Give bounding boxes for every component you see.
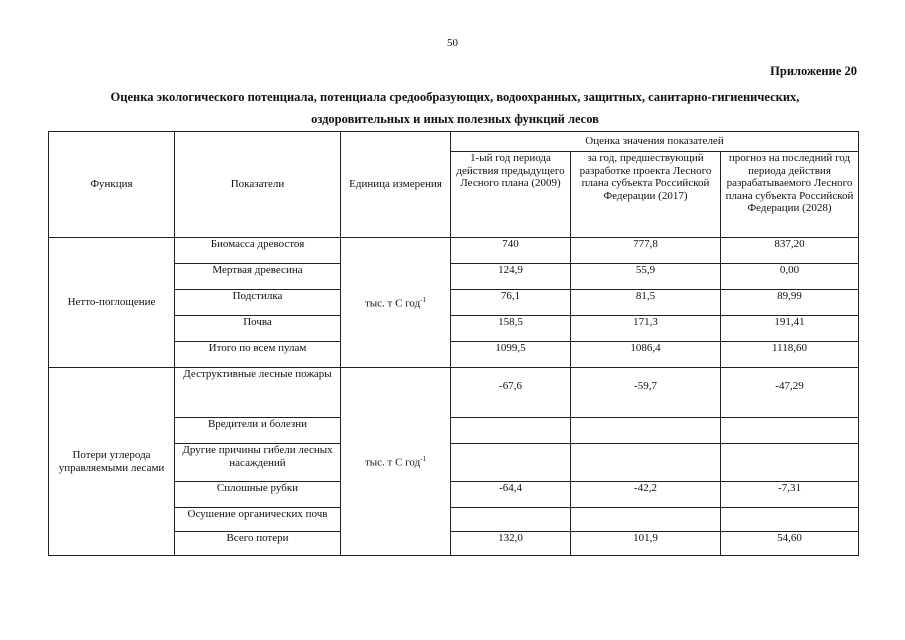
- appendix-label: Приложение 20: [770, 64, 857, 78]
- value-2028: 54,60: [721, 532, 859, 556]
- value-2009: -67,6: [451, 368, 571, 418]
- header-unit: Единица измерения: [341, 132, 451, 238]
- table-row: [49, 238, 859, 264]
- title-line-2: оздоровительных и иных полезных функций лесов: [311, 112, 599, 126]
- indicator-cell: Мертвая древесина: [175, 264, 341, 290]
- value-2028: -47,29: [721, 368, 859, 418]
- value-2017: [571, 508, 721, 532]
- value-2017: -59,7: [571, 368, 721, 418]
- header-col-2017: за год, предшествующий разработке проекта Лесного плана субъекта Российской Федерации (2017): [571, 152, 721, 238]
- value-2009: 740: [451, 238, 571, 264]
- value-2017: -42,2: [571, 482, 721, 508]
- unit-text: тыс. т С год: [364, 457, 421, 470]
- indicator-cell: Биомасса древостоя: [175, 238, 341, 264]
- indicator-cell: Подстилка: [175, 290, 341, 316]
- value-2009: [451, 444, 571, 482]
- header-estimate: Оценка значения показателей: [451, 132, 859, 152]
- value-2017: 81,5: [571, 290, 721, 316]
- header-function: Функция: [49, 132, 175, 238]
- value-2009: [451, 418, 571, 444]
- value-2028: 89,99: [721, 290, 859, 316]
- header-indicators: Показатели: [175, 132, 341, 238]
- header-col-2028: прогноз на последний год периода действия разрабатываемого Лесного плана субъекта Российской Федерации (2028): [721, 152, 859, 238]
- indicator-cell: Сплошные рубки: [175, 482, 341, 508]
- value-2009: 1099,5: [451, 342, 571, 368]
- value-2028: [721, 418, 859, 444]
- value-2017: 171,3: [571, 316, 721, 342]
- value-2028: [721, 508, 859, 532]
- function-cell: Нетто-поглощение: [49, 238, 175, 368]
- header-row-1: [49, 132, 859, 152]
- value-2009: 132,0: [451, 532, 571, 556]
- indicator-cell: Другие причины гибели лесных насаждений: [175, 444, 341, 482]
- unit-superscript: -1: [420, 455, 427, 464]
- function-cell: Потери углерода управляемыми лесами: [49, 368, 175, 556]
- unit-cell: [341, 368, 451, 556]
- value-2017: [571, 418, 721, 444]
- value-2028: 191,41: [721, 316, 859, 342]
- unit-superscript: -1: [420, 296, 427, 305]
- value-2028: [721, 444, 859, 482]
- header-col-2009: 1-ый год периода действия предыдущего Лесного плана (2009): [451, 152, 571, 238]
- value-2009: 158,5: [451, 316, 571, 342]
- value-2009: 76,1: [451, 290, 571, 316]
- title-line-1: Оценка экологического потенциала, потенциала средообразующих, водоохранных, защитных, санитарно-гигиенических,: [110, 90, 800, 104]
- ecological-potential-table: [48, 131, 859, 556]
- value-2028: 837,20: [721, 238, 859, 264]
- unit-cell: [341, 238, 451, 368]
- indicator-cell: Вредители и болезни: [175, 418, 341, 444]
- indicator-cell: Почва: [175, 316, 341, 342]
- indicator-cell: Деструктивные лесные пожары: [175, 368, 341, 418]
- value-2028: 0,00: [721, 264, 859, 290]
- document-title: [60, 86, 850, 130]
- indicator-cell: Осушение органических почв: [175, 508, 341, 532]
- value-2017: [571, 444, 721, 482]
- value-2017: 101,9: [571, 532, 721, 556]
- table-row: [49, 368, 859, 418]
- unit-text: тыс. т С год: [364, 298, 421, 311]
- value-2017: 55,9: [571, 264, 721, 290]
- value-2009: -64,4: [451, 482, 571, 508]
- indicator-cell: Итого по всем пулам: [175, 342, 341, 368]
- value-2028: -7,31: [721, 482, 859, 508]
- value-2028: 1118,60: [721, 342, 859, 368]
- page-number: 50: [447, 37, 458, 49]
- value-2017: 1086,4: [571, 342, 721, 368]
- value-2009: 124,9: [451, 264, 571, 290]
- value-2017: 777,8: [571, 238, 721, 264]
- indicator-cell: Всего потери: [175, 532, 341, 556]
- value-2009: [451, 508, 571, 532]
